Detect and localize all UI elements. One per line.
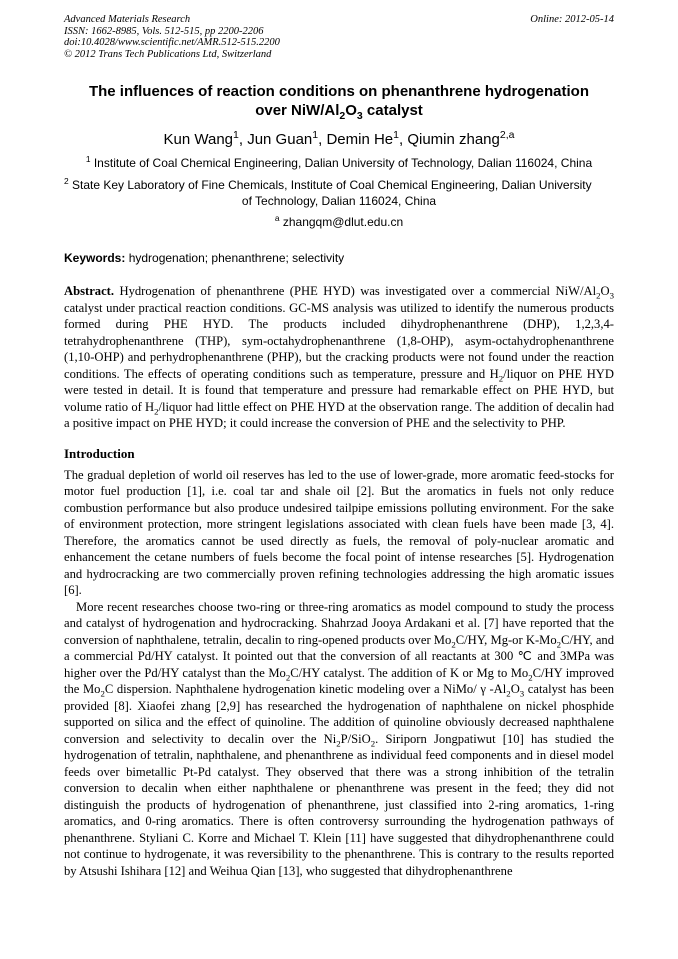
issn-line: ISSN: 1662-8985, Vols. 512-515, pp 2200-2206 bbox=[64, 25, 264, 37]
author-list bbox=[64, 130, 614, 149]
abstract-label: Abstract. bbox=[64, 284, 115, 298]
online-date: Online: 2012-05-14 bbox=[530, 14, 614, 25]
author: Jun Guan$^1$, bbox=[247, 129, 327, 148]
keywords-label: Keywords: bbox=[64, 251, 126, 265]
section-heading-introduction: Introduction bbox=[64, 445, 135, 461]
paper-title bbox=[64, 82, 614, 120]
paragraph: The gradual depletion of world oil reserves has led to the use of lower-grade, more aromatic feed-stocks for motor fuel production [1], i.e. coal tar and shale oil [2]. But the aromatics in fuels not only reduce combustion performance but also produce undesired tailpipe emissions polluting environment. For the sake of environment protection, more stringent legislations associated with clean fuels have been made [3, 4]. Therefore, the aromatics cannot be used directly as fuels, the removal of poly-nuclear aromatic and enhancement the cetane numbers of fuels become the focal point of intense researches [5]. Hydrogenation and hydrocracking are two commercially proven refining technologies addressing the high aromatic issues [6]. bbox=[64, 467, 614, 597]
abstract: Abstract. Hydrogenation of phenanthrene (PHE HYD) was investigated over a commercial NiW/$Al_2O_3$ catalyst under practical reaction conditions. GC-MS analysis was utilized to identify the numerous products formed during PHE HYD. The products included dihydrophenanthrene (DHP), 1,2,3,4-tetrahydrophenanthrene (THP), sym-octahydrophenanthrene (1,8-OHP), asym-octahydrophenanthrene (1,10-OHP) and perhydrophenanthrene (PHP), but the cracking products were not found under the reaction conditions. The effects of operating conditions such as temperature, pressure and $H_2$/liquor on PHE HYD were tested in detail. It is found that temperature and pressure had remarkable effect on PHE HYD, but volume ratio of $H_2$/liquor had little effect on PHE HYD at the observation range. The addition of decalin had a positive impact on PHE HYD; it could increase the conversion of PHE and the selectivity to PHP. bbox=[64, 284, 614, 430]
keywords: Keywords: hydrogenation; phenanthrene; selectivity bbox=[64, 251, 345, 265]
affiliation-2: $^2$ State Key Laboratory of Fine Chemicals, Institute of Coal Chemical Engineering, Dalian University of Technology, Dalian 116024, China bbox=[64, 176, 592, 208]
journal-header bbox=[64, 14, 614, 60]
journal-name: Advanced Materials Research bbox=[64, 14, 191, 25]
paper-page bbox=[64, 14, 614, 879]
author: Kun Wang$^1$, bbox=[163, 129, 248, 148]
doi-line: doi:10.4028/www.scientific.net/AMR.512-515.2200 bbox=[64, 37, 280, 48]
author: Demin He$^1$, bbox=[326, 129, 408, 148]
paragraph: More recent researches choose two-ring or three-ring aromatics as model compound to study the process and catalyst of hydrogenation and hydrocracking. Shahrzad Jooya Ardakani et al. [7] have reported that the conversion of naphthalene, tetralin, decalin to ring-opened products over $Mo_2C/HY$, Mg-or $K-Mo_2C/HY$, and a commercial Pd/HY catalyst. It pointed out that the conversion of all reactants at 300 ℃ and 3MPa was higher over the Pd/HY catalyst than the $Mo_2C/HY$ catalyst. The addition of K or Mg to $Mo_2C/HY$ improved the $Mo_2C$ dispersion. Naphthalene hydrogenation kinetic modeling over a NiMo/ γ $-Al_2O_3$ catalyst has been provided [8]. Xiaofei zhang [2,9] has researched the hydrogenation of naphthalene on nickel phosphide supported on silica and the effect of quinoline. The addition of quinoline obviously decreased naphthalene conversion and selectivity to decalin over the $Ni_2P/SiO_2$. Siriporn Jongpatiwut [10] has studied the hydrogenation of tetralin, naphthalene, and phenanthrene as individual feed components and in diesel model feeds over bimetallic Pt-Pd catalyst. They observed that there was a strong inhibition of the tetralin conversion to decalin when either naphthalene or phenanthrene was present in the feed; they did not distinguish the products of hydrogenation of phenanthrene, just classified into 2-ring aromatics, 1-ring aromatics, and 0-ring aromatics. There is often controversy surrounding the hydrogenation pathways of phenanthrene. Styliani C. Korre and Michael T. Klein [11] have suggested that dihydrophenanthrene could not continue to hydrogenate, it was reversibility to the phenanthrene. This is contrary to the results reported by Atsushi Ishihara [12] and Weihua Qian [13], who suggested that dihydrophenanthrene bbox=[64, 599, 615, 878]
corresponding-email[interactable]: $^a$ zhangqm@dlut.edu.cn bbox=[274, 213, 404, 229]
title-line-2: over NiW/$Al_2O_3$ catalyst bbox=[255, 102, 423, 122]
copyright-line: © 2012 Trans Tech Publications Ltd, Switzerland bbox=[64, 48, 272, 60]
author: Qiumin zhang$^{2,a}$ bbox=[407, 129, 515, 148]
introduction-body bbox=[64, 467, 614, 880]
title-line-1: The influences of reaction conditions on phenanthrene hydrogenation bbox=[88, 83, 590, 100]
affiliation-1: $^1$ Institute of Coal Chemical Engineering, Dalian University of Technology, Dalian 116024, China bbox=[85, 154, 593, 170]
